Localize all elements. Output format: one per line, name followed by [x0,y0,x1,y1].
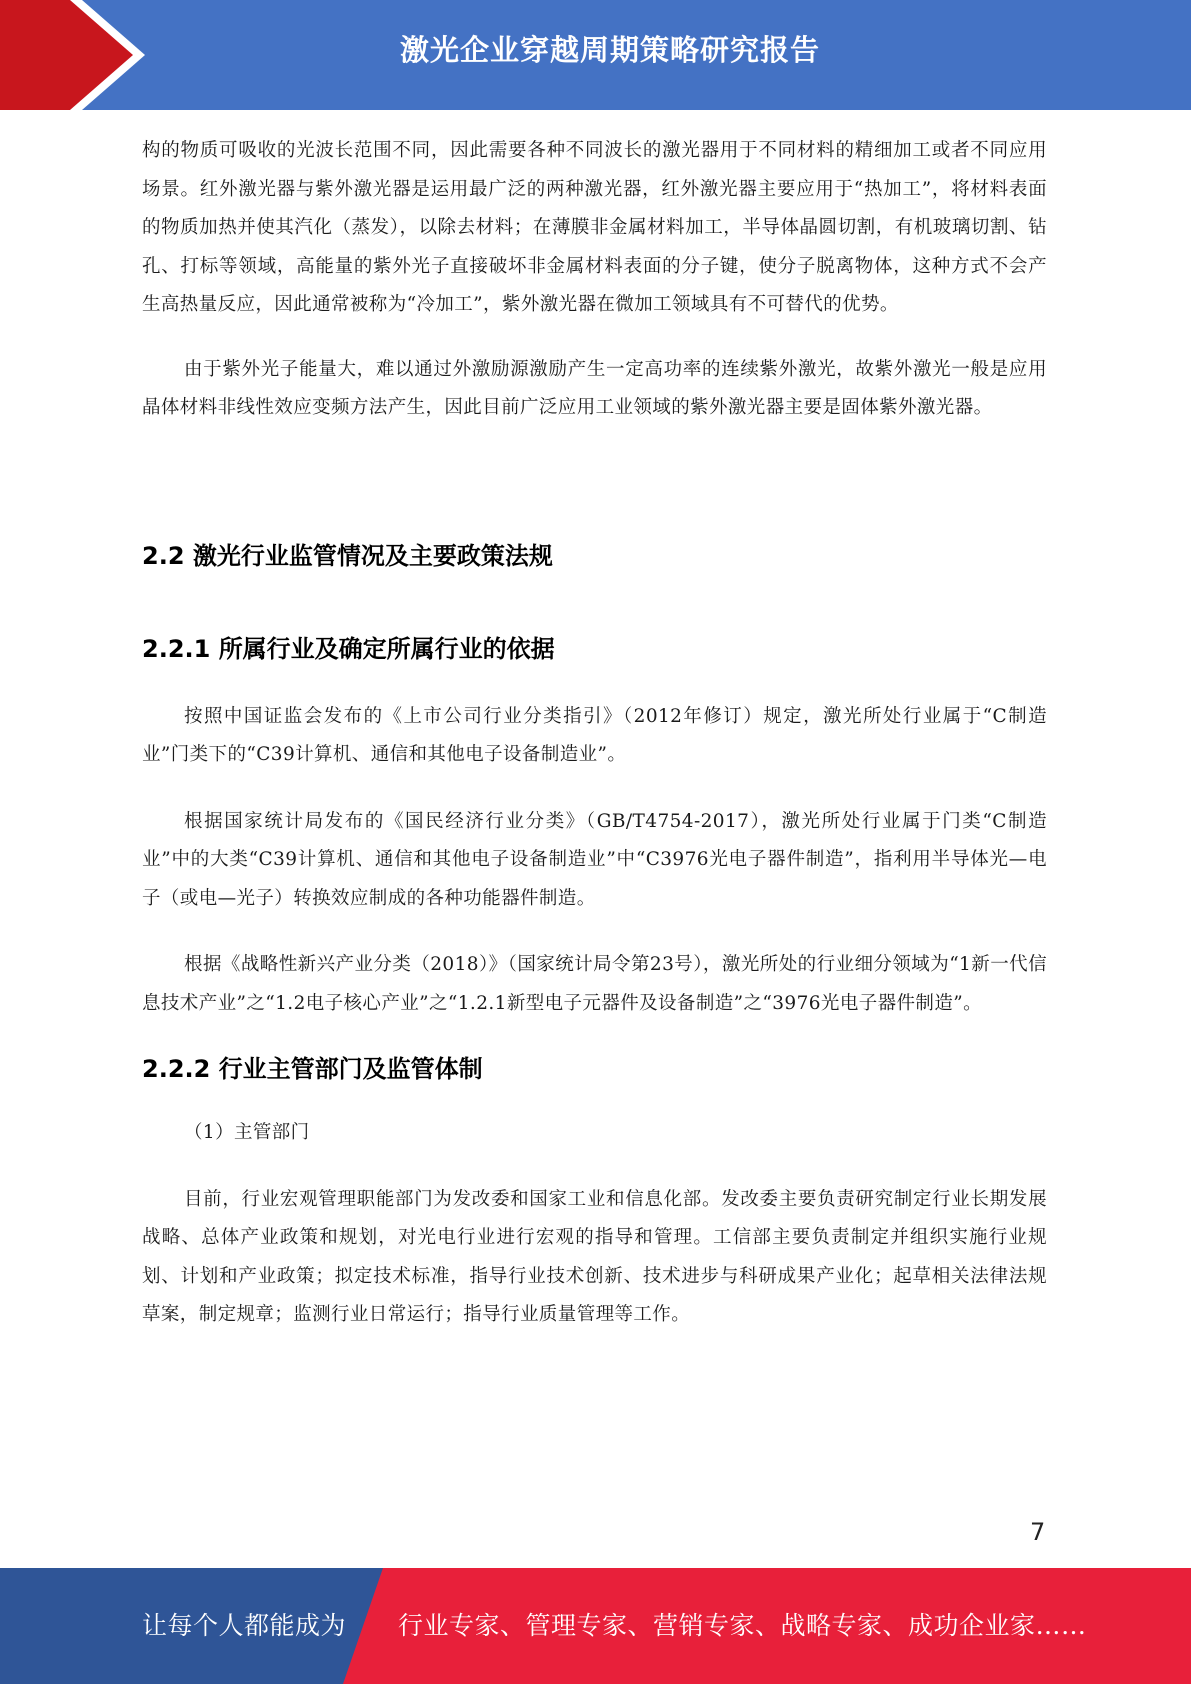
section-2-2-1-heading: 2.2.1 所属行业及确定所属行业的依据 [142,634,555,663]
sub-item-authority-label: （1）主管部门 [184,1122,310,1143]
authority-paragraph: 目前，行业宏观管理职能部门为发改委和国家工业和信息化部。发改委主要负责研究制定行业长期发展战略、总体产业政策和规划，对光电行业进行宏观的指导和管理。工信部主要负责制定并组织实施行业规划、计划和产业政策；拟定技术标准，指导行业技术创新、技术进步与科研成果产业化；起草相关法律法规草案，制定规章；监测行业日常运行；指导行业质量管理等工作。 [142,1188,1047,1325]
section-2-2-2-heading: 2.2.2 行业主管部门及监管体制 [142,1055,483,1083]
report-title: 激光企业穿越周期策略研究报告 [399,33,820,67]
header-banner [0,0,1191,110]
nbs-classification-paragraph: 根据国家统计局发布的《国民经济行业分类》（GB/T4754-2017），激光所处行业属于门类“C制造业”中的大类“C39计算机、通信和其他电子设备制造业”中“C3976光电子器件制造”，指利用半导体光—电子（或电—光子）转换效应制成的各种功能器件制造。 [142,810,1047,909]
footer-slogan-right: 行业专家、管理专家、营销专家、战略专家、成功企业家…… [398,1611,1087,1640]
page-number: 7 [1030,1518,1046,1546]
intro-paragraph: 构的物质可吸收的光波长范围不同，因此需要各种不同波长的激光器用于不同材料的精细加工或者不同应用场景。红外激光器与紫外激光器是运用最广泛的两种激光器，红外激光器主要应用于“热加工”，将材料表面的物质加热并使其汽化（蒸发），以除去材料；在薄膜非金属材料加工，半导体晶圆切割，有机玻璃切割、钻孔、打标等领域，高能量的紫外光子直接破坏非金属材料表面的分子键，使分子脱离物体，这种方式不会产生高热量反应，因此通常被称为“冷加工”，紫外激光器在微加工领域具有不可替代的优势。 [142,140,1047,315]
document-body [142,132,1047,1335]
csrc-classification-paragraph: 按照中国证监会发布的《上市公司行业分类指引》（2012年修订）规定，激光所处行业属于“C制造业”门类下的“C39计算机、通信和其他电子设备制造业”。 [142,705,1047,765]
footer-slogan-left: 让每个人都能成为 [142,1611,347,1640]
header-chevron-decoration [0,0,160,110]
strategic-industry-paragraph: 根据《战略性新兴产业分类（2018）》（国家统计局令第23号），激光所处的行业细分领域为“1新一代信息技术产业”之“1.2电子核心产业”之“1.2.1新型电子元器件及设备制造”之“3976光电子器件制造”。 [142,954,1047,1014]
footer-banner [0,1568,1191,1684]
uv-laser-paragraph: 由于紫外光子能量大，难以通过外激励源激励产生一定高功率的连续紫外激光，故紫外激光一般是应用晶体材料非线性效应变频方法产生，因此目前广泛应用工业领域的紫外激光器主要是固体紫外激光器。 [142,358,1047,418]
section-2-2-heading: 2.2 激光行业监管情况及主要政策法规 [142,541,553,570]
